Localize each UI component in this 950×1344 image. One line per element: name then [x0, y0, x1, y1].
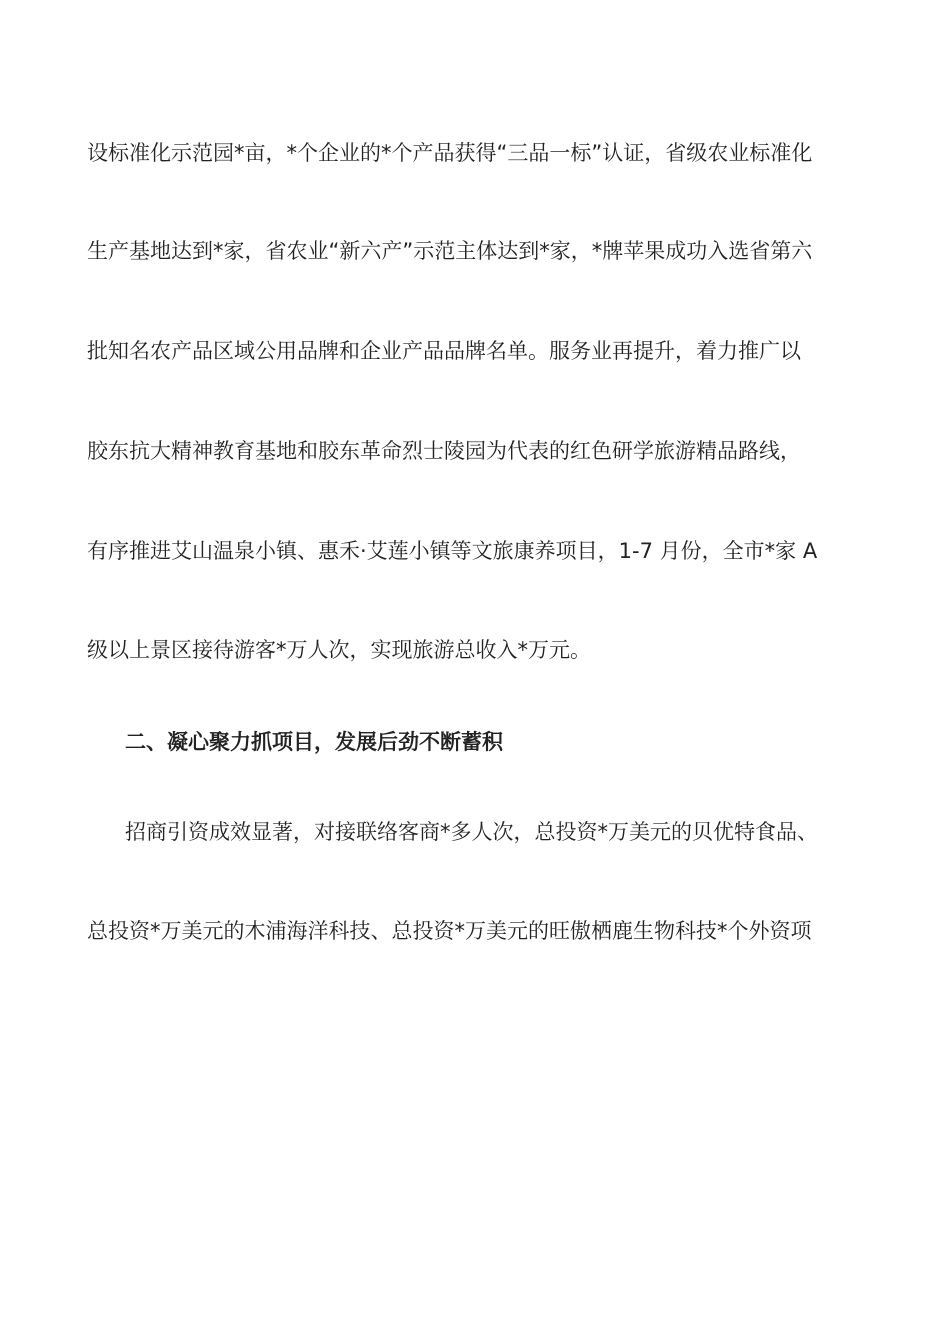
paragraph-line: 级以上景区接待游客*万人次，实现旅游总收入*万元。 — [87, 638, 591, 662]
paragraph-line: 批知名农产品区域公用品牌和企业产品品牌名单。服务业再提升，着力推广以 — [87, 339, 801, 363]
paragraph-line: 总投资*万美元的木浦海洋科技、总投资*万美元的旺傲栖鹿生物科技*个外资项 — [87, 919, 812, 943]
paragraph-line: 设标准化示范园*亩，*个企业的*个产品获得“三品一标”认证，省级农业标准化 — [87, 141, 813, 165]
paragraph-line: 有序推进艾山温泉小镇、惠禾·艾莲小镇等文旅康养项目，1-7 月份，全市*家 A — [87, 539, 818, 563]
section-heading: 二、凝心聚力抓项目，发展后劲不断蓄积 — [125, 730, 503, 754]
paragraph-line: 生产基地达到*家，省农业“新六产”示范主体达到*家，*牌苹果成功入选省第六 — [87, 239, 813, 263]
paragraph-line: 胶东抗大精神教育基地和胶东革命烈士陵园为代表的红色研学旅游精品路线， — [87, 439, 801, 463]
paragraph-line: 招商引资成效显著，对接联络客商*多人次，总投资*万美元的贝优特食品、 — [125, 820, 818, 844]
